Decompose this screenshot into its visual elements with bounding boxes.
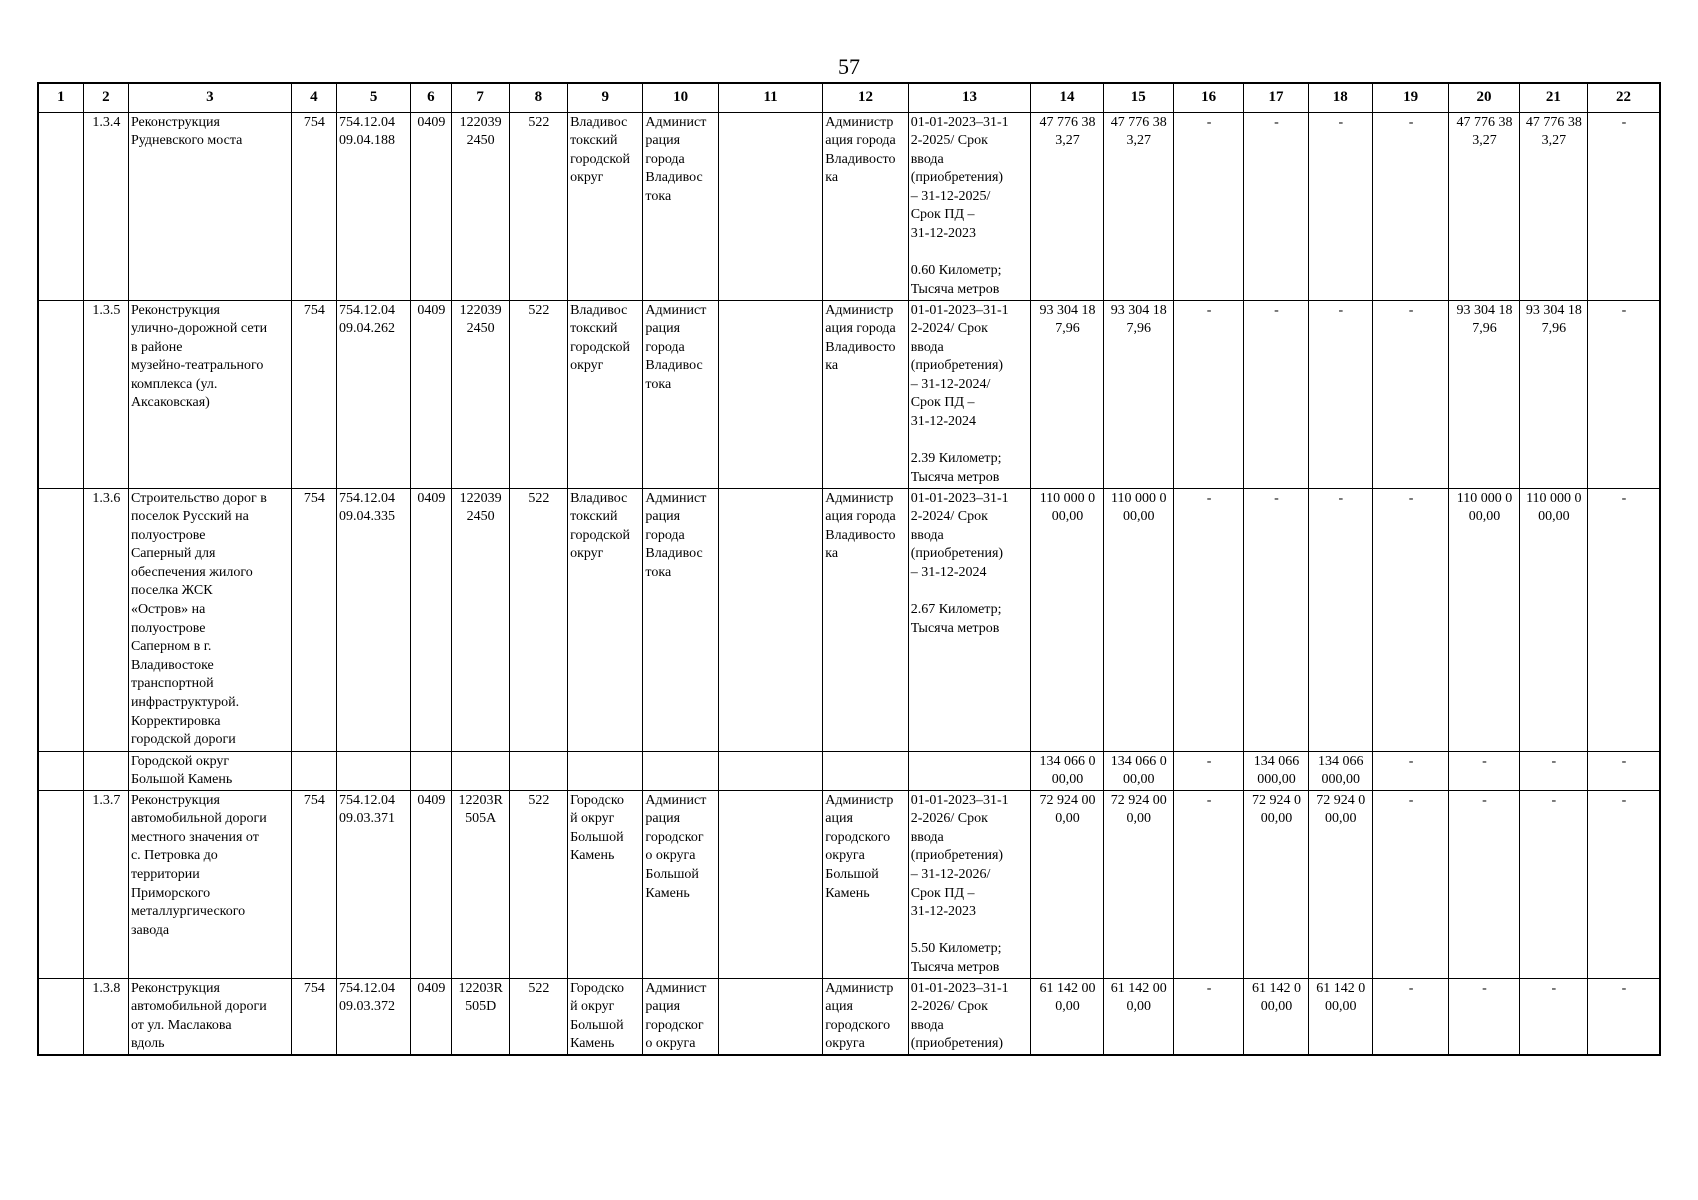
table-cell: 1.3.6 xyxy=(83,488,128,751)
table-cell: 110 000 0 00,00 xyxy=(1103,488,1173,751)
table-cell: 47 776 38 3,27 xyxy=(1519,112,1587,300)
table-cell: 47 776 38 3,27 xyxy=(1449,112,1519,300)
column-header: 18 xyxy=(1308,83,1372,112)
table-cell: - xyxy=(1244,488,1308,751)
table-cell: - xyxy=(1173,112,1243,300)
table-cell: Администр ация города Владивосто ка xyxy=(823,112,908,300)
column-header: 3 xyxy=(128,83,291,112)
table-cell xyxy=(38,751,83,790)
table-cell: - xyxy=(1244,112,1308,300)
table-cell: 754 xyxy=(291,300,336,488)
table-cell: Владивос токский городской округ xyxy=(568,112,643,300)
table-cell: Реконструкция Рудневского моста xyxy=(128,112,291,300)
table-cell: 93 304 18 7,96 xyxy=(1103,300,1173,488)
table-cell: - xyxy=(1372,488,1448,751)
table-cell: 01-01-2023–31-1 2-2026/ Срок ввода (приобретения) – 31-12-2026/ Срок ПД – 31-12-2023 5.50 Километр; Тысяча метров xyxy=(908,790,1031,978)
table-cell: 12203R 505A xyxy=(451,790,509,978)
table-cell: - xyxy=(1587,112,1660,300)
table-cell: Строительство дорог в поселок Русский на полуострове Саперный для обеспечения жилого поселка ЖСК «Остров» на полуострове Саперном в г. Владивостоке транспортной инфраструктурой. Корректировка городской дороги xyxy=(128,488,291,751)
table-cell xyxy=(568,751,643,790)
table-cell: 522 xyxy=(509,488,567,751)
table-cell xyxy=(718,790,823,978)
column-header: 5 xyxy=(336,83,410,112)
table-cell: 01-01-2023–31-1 2-2026/ Срок ввода (приобретения) xyxy=(908,978,1031,1055)
table-cell: - xyxy=(1449,978,1519,1055)
table-cell: 1.3.8 xyxy=(83,978,128,1055)
table-cell: 0409 xyxy=(411,790,451,978)
table-cell: 47 776 38 3,27 xyxy=(1103,112,1173,300)
table-cell: Городско й округ Большой Камень xyxy=(568,790,643,978)
header-row xyxy=(38,83,1660,112)
table-cell: 1.3.7 xyxy=(83,790,128,978)
table-cell: - xyxy=(1587,751,1660,790)
column-header: 6 xyxy=(411,83,451,112)
table-cell: - xyxy=(1449,751,1519,790)
table-cell: 754.12.04 09.03.371 xyxy=(336,790,410,978)
table-cell: 72 924 0 00,00 xyxy=(1308,790,1372,978)
table-row xyxy=(38,112,1660,300)
table-cell: Администр ация городского округа xyxy=(823,978,908,1055)
table-cell xyxy=(411,751,451,790)
table-cell: Городско й округ Большой Камень xyxy=(568,978,643,1055)
table-cell: 110 000 0 00,00 xyxy=(1519,488,1587,751)
table-cell: 754.12.04 09.04.262 xyxy=(336,300,410,488)
table-cell: 1.3.5 xyxy=(83,300,128,488)
table-cell: 754.12.04 09.03.372 xyxy=(336,978,410,1055)
column-header: 7 xyxy=(451,83,509,112)
table-cell: 72 924 00 0,00 xyxy=(1103,790,1173,978)
table-cell: - xyxy=(1173,751,1243,790)
table-cell: - xyxy=(1587,488,1660,751)
table-cell xyxy=(38,488,83,751)
column-header: 1 xyxy=(38,83,83,112)
table-cell xyxy=(83,751,128,790)
table-cell: - xyxy=(1587,978,1660,1055)
table-cell: 522 xyxy=(509,790,567,978)
column-header: 13 xyxy=(908,83,1031,112)
table-cell: - xyxy=(1308,300,1372,488)
table-cell: 61 142 00 0,00 xyxy=(1103,978,1173,1055)
table-cell: 47 776 38 3,27 xyxy=(1031,112,1103,300)
table-cell: 754.12.04 09.04.188 xyxy=(336,112,410,300)
table-cell: 134 066 000,00 xyxy=(1308,751,1372,790)
page-number: 57 xyxy=(838,54,860,79)
table-cell: 0409 xyxy=(411,978,451,1055)
table-cell: 754 xyxy=(291,112,336,300)
table-row xyxy=(38,488,1660,751)
table-cell: - xyxy=(1519,751,1587,790)
column-header: 17 xyxy=(1244,83,1308,112)
table-cell: 522 xyxy=(509,112,567,300)
table-cell: 01-01-2023–31-1 2-2025/ Срок ввода (приобретения) – 31-12-2025/ Срок ПД – 31-12-2023 0.60 Километр; Тысяча метров xyxy=(908,112,1031,300)
table-cell: 754 xyxy=(291,978,336,1055)
table-cell: 0409 xyxy=(411,112,451,300)
column-header: 16 xyxy=(1173,83,1243,112)
table-cell xyxy=(336,751,410,790)
table-cell: 110 000 0 00,00 xyxy=(1031,488,1103,751)
table-cell: - xyxy=(1372,112,1448,300)
table-cell: - xyxy=(1449,790,1519,978)
table-cell xyxy=(718,300,823,488)
table-cell: 134 066 000,00 xyxy=(1244,751,1308,790)
table-cell: Админист рация городског о округа Большой Камень xyxy=(643,790,718,978)
table-cell: Администр ация города Владивосто ка xyxy=(823,488,908,751)
column-header: 4 xyxy=(291,83,336,112)
table-cell: - xyxy=(1173,300,1243,488)
table-cell: 61 142 00 0,00 xyxy=(1031,978,1103,1055)
table-cell: Админист рация города Владивос тока xyxy=(643,300,718,488)
column-header: 9 xyxy=(568,83,643,112)
table-cell: 01-01-2023–31-1 2-2024/ Срок ввода (приобретения) – 31-12-2024 2.67 Километр; Тысяча метров xyxy=(908,488,1031,751)
table-cell xyxy=(38,978,83,1055)
table-cell: 122039 2450 xyxy=(451,300,509,488)
table-cell: 122039 2450 xyxy=(451,112,509,300)
table-cell: Реконструкция автомобильной дороги местного значения от с. Петровка до территории Приморского металлургического завода xyxy=(128,790,291,978)
table-cell: Админист рация городског о округа xyxy=(643,978,718,1055)
table-cell xyxy=(908,751,1031,790)
table-cell: Городской округ Большой Камень xyxy=(128,751,291,790)
column-header: 15 xyxy=(1103,83,1173,112)
table-cell xyxy=(451,751,509,790)
table-cell: Реконструкция улично-дорожной сети в районе музейно-театрального комплекса (ул. Аксаковская) xyxy=(128,300,291,488)
column-header: 12 xyxy=(823,83,908,112)
column-header: 20 xyxy=(1449,83,1519,112)
column-header: 22 xyxy=(1587,83,1660,112)
table-cell: 122039 2450 xyxy=(451,488,509,751)
column-header: 2 xyxy=(83,83,128,112)
table-cell: 0409 xyxy=(411,300,451,488)
table-cell: - xyxy=(1372,978,1448,1055)
table-cell: 93 304 18 7,96 xyxy=(1519,300,1587,488)
table-cell: 01-01-2023–31-1 2-2024/ Срок ввода (приобретения) – 31-12-2024/ Срок ПД – 31-12-2024 2.39 Километр; Тысяча метров xyxy=(908,300,1031,488)
table-cell: - xyxy=(1173,790,1243,978)
table-cell xyxy=(38,300,83,488)
table-cell: 754 xyxy=(291,790,336,978)
table-cell xyxy=(823,751,908,790)
table-cell xyxy=(509,751,567,790)
column-header: 21 xyxy=(1519,83,1587,112)
table-cell: 1.3.4 xyxy=(83,112,128,300)
table-cell: 522 xyxy=(509,978,567,1055)
table-cell: 110 000 0 00,00 xyxy=(1449,488,1519,751)
table-cell xyxy=(718,751,823,790)
table-cell: 61 142 0 00,00 xyxy=(1244,978,1308,1055)
table-row xyxy=(38,978,1660,1055)
table-cell: Реконструкция автомобильной дороги от ул. Маслакова вдоль xyxy=(128,978,291,1055)
table-cell: 754 xyxy=(291,488,336,751)
table-cell: - xyxy=(1372,300,1448,488)
table-cell: 93 304 18 7,96 xyxy=(1449,300,1519,488)
table-cell: - xyxy=(1372,790,1448,978)
table-cell xyxy=(38,790,83,978)
column-header: 10 xyxy=(643,83,718,112)
table-cell: - xyxy=(1173,488,1243,751)
table-cell: - xyxy=(1587,790,1660,978)
table-cell xyxy=(718,978,823,1055)
table-cell: - xyxy=(1587,300,1660,488)
table-cell: - xyxy=(1308,112,1372,300)
table-cell: 72 924 0 00,00 xyxy=(1244,790,1308,978)
registry-table xyxy=(37,82,1661,1056)
table-cell: Администр ация города Владивосто ка xyxy=(823,300,908,488)
column-header: 8 xyxy=(509,83,567,112)
table-cell: Администр ация городского округа Большой Камень xyxy=(823,790,908,978)
table-cell: 522 xyxy=(509,300,567,488)
column-header: 11 xyxy=(718,83,823,112)
table-cell xyxy=(718,488,823,751)
table-cell: - xyxy=(1519,790,1587,978)
table-cell: 134 066 0 00,00 xyxy=(1103,751,1173,790)
table-cell: 61 142 0 00,00 xyxy=(1308,978,1372,1055)
table-cell: - xyxy=(1308,488,1372,751)
table-cell: Владивос токский городской округ xyxy=(568,488,643,751)
column-header: 14 xyxy=(1031,83,1103,112)
table-cell: Владивос токский городской округ xyxy=(568,300,643,488)
table-cell: - xyxy=(1244,300,1308,488)
subtotal-row xyxy=(38,751,1660,790)
table-cell xyxy=(643,751,718,790)
table-cell: - xyxy=(1372,751,1448,790)
table-cell: 12203R 505D xyxy=(451,978,509,1055)
table-cell: Админист рация города Владивос тока xyxy=(643,112,718,300)
table-cell: - xyxy=(1173,978,1243,1055)
table-cell: 754.12.04 09.04.335 xyxy=(336,488,410,751)
table-cell: 0409 xyxy=(411,488,451,751)
table-cell: 72 924 00 0,00 xyxy=(1031,790,1103,978)
table-cell xyxy=(38,112,83,300)
table-cell: 93 304 18 7,96 xyxy=(1031,300,1103,488)
table-cell xyxy=(718,112,823,300)
table-cell: - xyxy=(1519,978,1587,1055)
column-header: 19 xyxy=(1372,83,1448,112)
table-cell: 134 066 0 00,00 xyxy=(1031,751,1103,790)
table-row xyxy=(38,790,1660,978)
table-row xyxy=(38,300,1660,488)
table-cell xyxy=(291,751,336,790)
table-cell: Админист рация города Владивос тока xyxy=(643,488,718,751)
